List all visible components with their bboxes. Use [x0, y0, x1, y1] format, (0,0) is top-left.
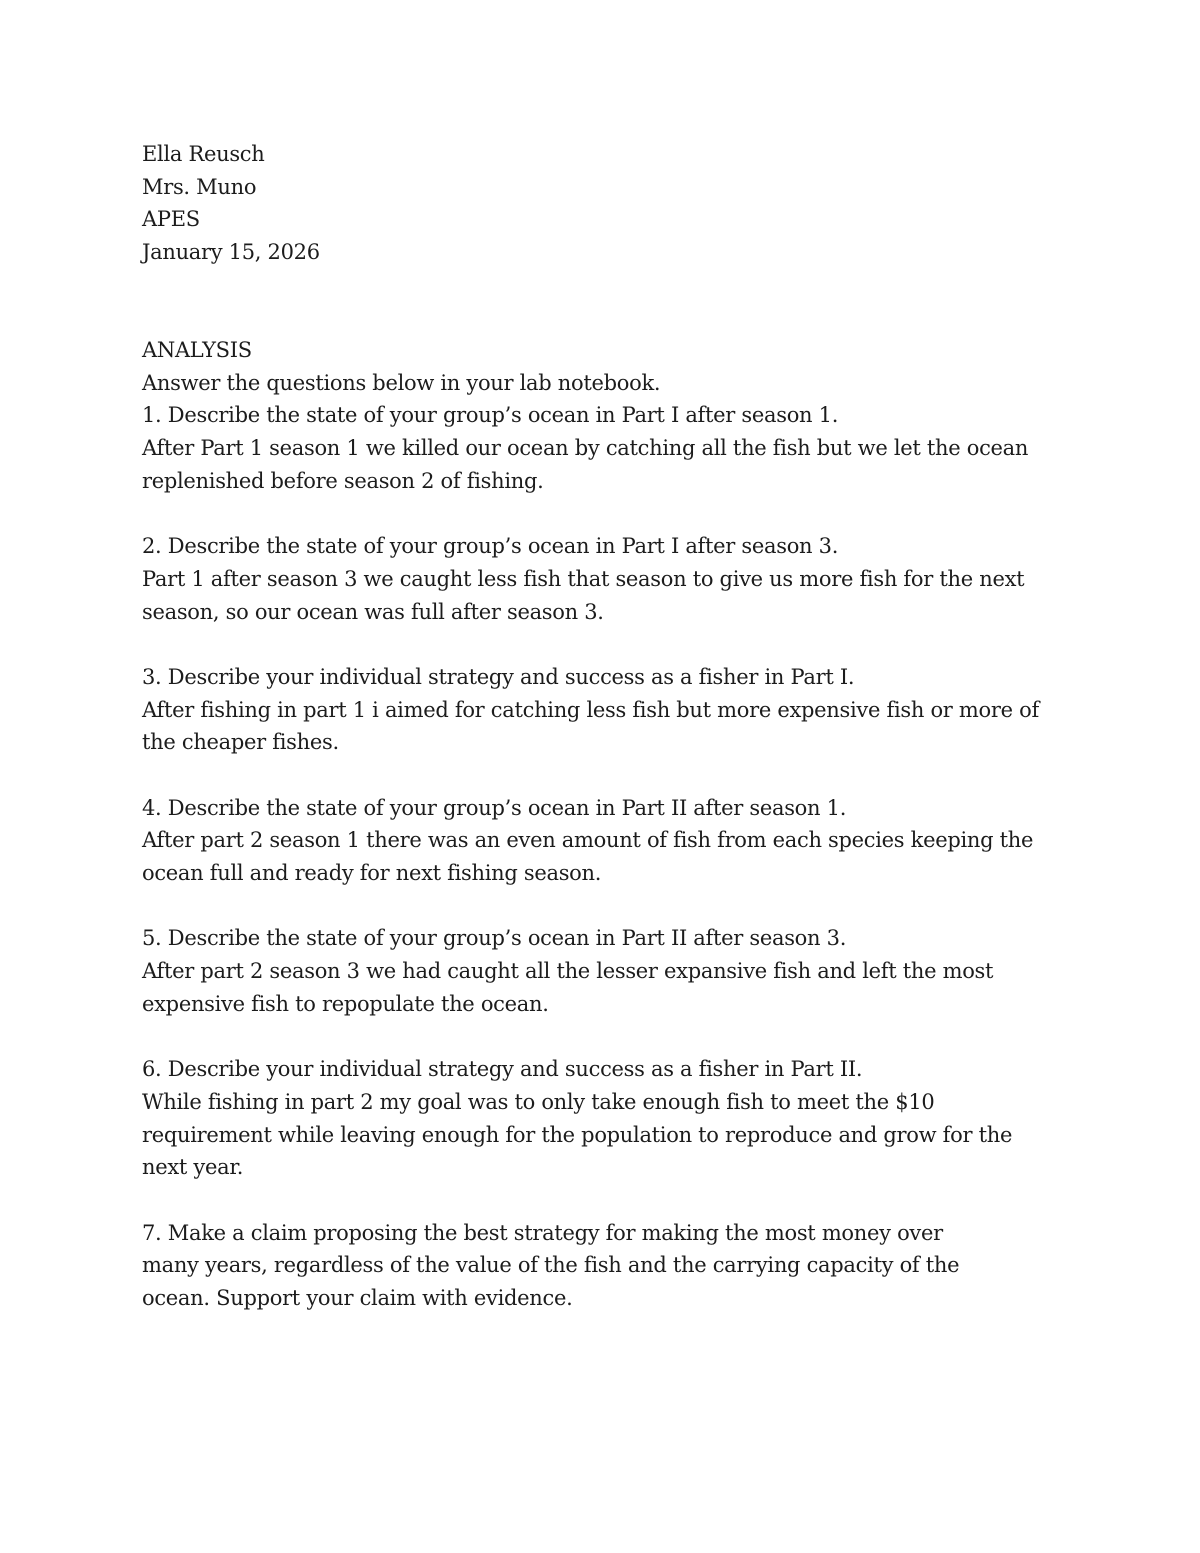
question-3: 3. Describe your individual strategy and success as a fisher in Part I. [142, 664, 855, 689]
document-date: January 15, 2026 [142, 240, 320, 265]
header-block [142, 138, 1102, 269]
analysis-section [142, 334, 1102, 1315]
teacher-name: Mrs. Muno [142, 174, 257, 199]
paragraph-gap [142, 628, 1102, 661]
question-2: 2. Describe the state of your group’s ocean in Part I after season 3. [142, 534, 839, 559]
answer-4-line-1: After part 2 season 1 there was an even amount of fish from each species keeping the [142, 828, 1034, 853]
question-4: 4. Describe the state of your group’s ocean in Part II after season 1. [142, 795, 847, 820]
analysis-instructions: Answer the questions below in your lab notebook. [142, 370, 661, 395]
student-name: Ella Reusch [142, 142, 265, 166]
question-7-line-3: ocean. Support your claim with evidence. [142, 1285, 573, 1310]
answer-2-line-1: Part 1 after season 3 we caught less fish that season to give us more fish for the next [142, 566, 1025, 591]
question-6: 6. Describe your individual strategy and success as a fisher in Part II. [142, 1057, 863, 1082]
course-name: APES [142, 207, 200, 232]
paragraph-gap [142, 759, 1102, 792]
answer-4-line-2: ocean full and ready for next fishing season. [142, 861, 602, 885]
paragraph-gap [142, 1020, 1102, 1053]
answer-5-line-1: After part 2 season 3 we had caught all the lesser expansive fish and left the most [142, 959, 994, 984]
answer-3-line-2: the cheaper fishes. [142, 730, 339, 755]
paragraph-gap [142, 497, 1102, 530]
paragraph-gap [142, 1184, 1102, 1217]
question-7-line-1: 7. Make a claim proposing the best strategy for making the most money over [142, 1220, 943, 1245]
paragraph-gap [142, 890, 1102, 923]
answer-1-line-2: replenished before season 2 of fishing. [142, 468, 544, 493]
question-5: 5. Describe the state of your group’s ocean in Part II after season 3. [142, 926, 847, 951]
question-1: 1. Describe the state of your group’s ocean in Part I after season 1. [142, 403, 839, 428]
answer-3-line-1: After fishing in part 1 i aimed for catching less fish but more expensive fish or more of [142, 697, 1039, 722]
answer-2-line-2: season, so our ocean was full after season 3. [142, 599, 604, 624]
analysis-heading: ANALYSIS [142, 338, 252, 362]
answer-5-line-2: expensive fish to repopulate the ocean. [142, 991, 549, 1016]
answer-6-line-1: While fishing in part 2 my goal was to only take enough fish to meet the $10 [142, 1089, 935, 1114]
answer-6-line-2: requirement while leaving enough for the population to reproduce and grow for the [142, 1122, 1013, 1147]
answer-1-line-1: After Part 1 season 1 we killed our ocean by catching all the fish but we let the ocean [142, 436, 1029, 461]
answer-6-line-3: next year. [142, 1155, 244, 1180]
question-7-line-2: many years, regardless of the value of the fish and the carrying capacity of the [142, 1253, 960, 1278]
